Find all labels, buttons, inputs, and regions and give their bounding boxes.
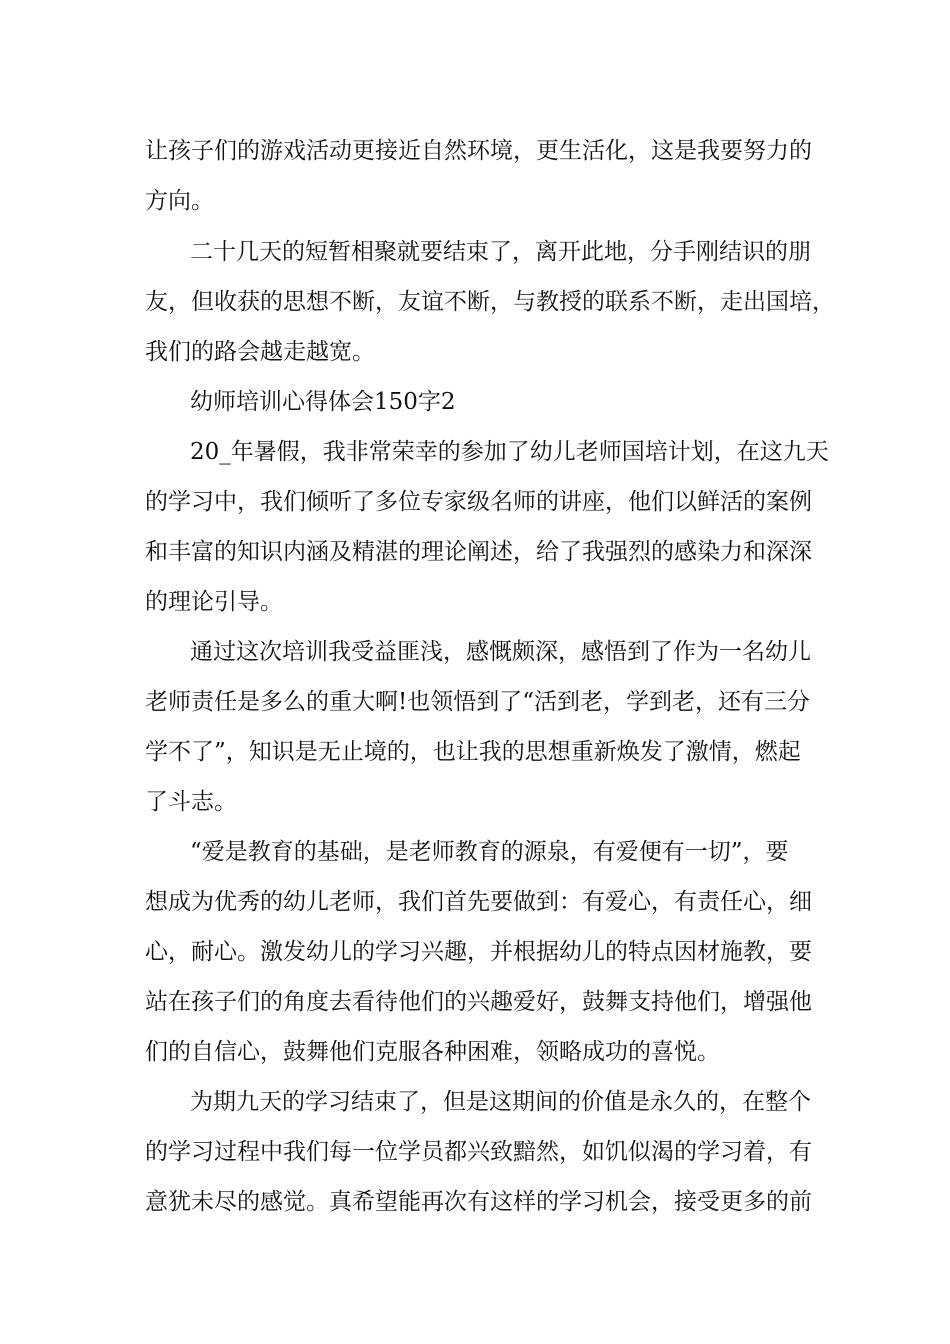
text-line: 让孩子们的游戏活动更接近自然环境，更生活化，这是我要努力的 [145,138,812,164]
text-line: 的学习过程中我们每一位学员都兴致黯然，如饥似渴的学习着，有 [145,1139,812,1165]
text-line: 的学习中，我们倾听了多位专家级名师的讲座，他们以鲜活的案例 [145,489,812,515]
paragraph-start-line: 为期九天的学习结束了，但是这期间的价值是永久的，在整个 [190,1089,811,1115]
text-line: 意犹未尽的感觉。真希望能再次有这样的学习机会，接受更多的前 [145,1189,812,1215]
paragraph-start-line: “爱是教育的基础，是老师教育的源泉，有爱便有一切”，要 [190,839,789,865]
text-line: 心，耐心。激发幼儿的学习兴趣，并根据幼儿的特点因材施教，要 [145,939,812,965]
text-line: 我们的路会越走越宽。 [145,339,375,365]
text-line: 友，但收获的思想不断，友谊不断，与教授的联系不断，走出国培， [145,289,835,315]
text-line: 和丰富的知识内涵及精湛的理论阐述，给了我强烈的感染力和深深 [145,539,812,565]
text-line: 站在孩子们的角度去看待他们的兴趣爱好，鼓舞支持他们，增强他 [145,989,812,1015]
text-line: 方向。 [145,188,214,214]
text-line: 学不了”，知识是无止境的，也让我的思想重新焕发了激情，燃起 [145,739,801,765]
paragraph-start-line: 二十几天的短暂相聚就要结束了，离开此地，分手刚结识的朋 [190,239,811,265]
section-heading: 幼师培训心得体会150字2 [190,389,456,415]
text-line: 了斗志。 [145,789,237,815]
text-line: 们的自信心，鼓舞他们克服各种困难，领略成功的喜悦。 [145,1039,720,1065]
paragraph-start-line: 20_年暑假，我非常荣幸的参加了幼儿老师国培计划，在这九天 [190,439,829,465]
paragraph-start-line: 通过这次培训我受益匪浅，感慨颇深，感悟到了作为一名幼儿 [190,639,811,665]
text-line: 老师责任是多么的重大啊!也领悟到了“活到老，学到老，还有三分 [145,689,811,715]
text-line: 的理论引导。 [145,589,283,615]
text-line: 想成为优秀的幼儿老师，我们首先要做到：有爱心，有责任心，细 [145,889,812,915]
